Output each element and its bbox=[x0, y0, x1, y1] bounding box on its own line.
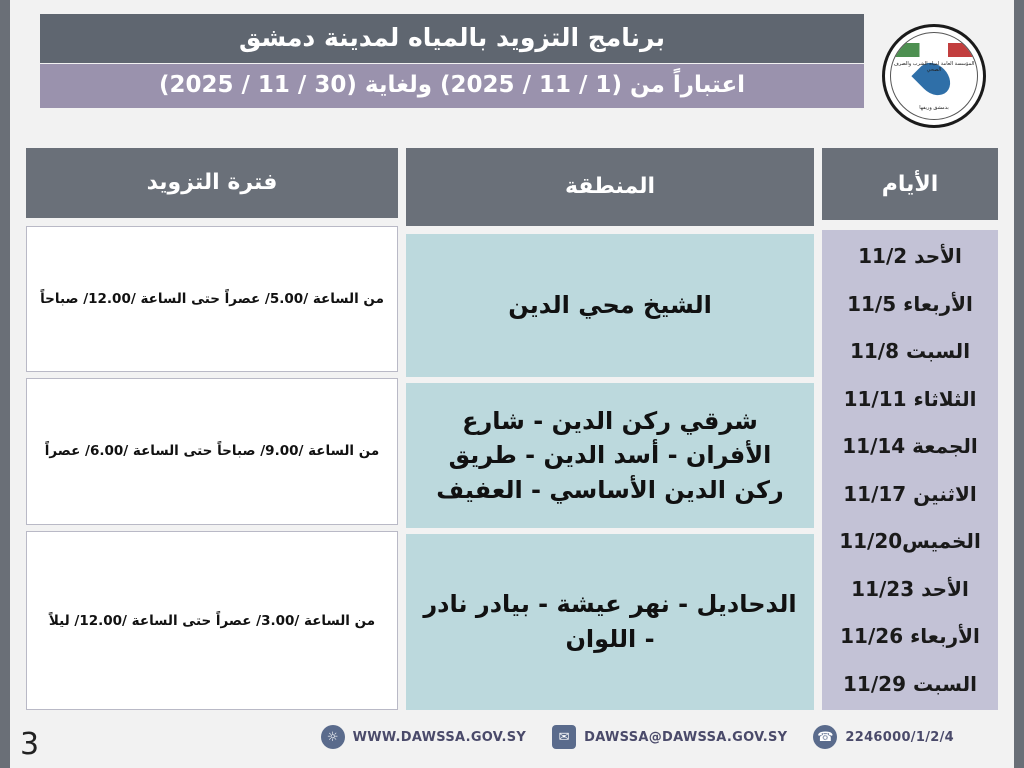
phone-icon: ☎ bbox=[813, 725, 837, 749]
column-period bbox=[26, 148, 398, 710]
footer-phone-text: 2246000/1/2/4 bbox=[845, 729, 954, 745]
logo-ring bbox=[890, 32, 978, 120]
table-row: الدحاديل - نهر عيشة - بيادر نادر - اللوان bbox=[406, 534, 814, 710]
footer-email-text: DAWSSA@DAWSSA.GOV.SY bbox=[584, 729, 788, 745]
page-subtitle: اعتباراً من (1 / 11 / 2025) ولغاية (30 / 11 / 2025) bbox=[40, 64, 864, 108]
page-title: برنامج التزويد بالمياه لمدينة دمشق bbox=[40, 14, 864, 63]
slide-footer bbox=[26, 716, 998, 758]
list-item: الأربعاء 11/5 bbox=[847, 291, 973, 316]
list-item: الأربعاء 11/26 bbox=[840, 624, 980, 649]
footer-website-text: WWW.DAWSSA.GOV.SY bbox=[352, 729, 527, 745]
footer-contacts bbox=[321, 725, 998, 749]
table-row: من الساعة /3.00/ عصراً حتى الساعة /12.00/ ليلاً bbox=[26, 531, 398, 710]
slide-header bbox=[10, 0, 1014, 130]
table-row: الشيخ محي الدين bbox=[406, 234, 814, 377]
list-item: السبت 11/29 bbox=[843, 671, 977, 696]
column-days bbox=[822, 148, 998, 710]
logo-bottom-text: بدمشق وريفها bbox=[919, 105, 949, 111]
list-item: الثلاثاء 11/11 bbox=[843, 386, 977, 411]
days-list bbox=[822, 230, 998, 710]
table-row: من الساعة /5.00/ عصراً حتى الساعة /12.00/ صباحاً bbox=[26, 226, 398, 372]
table-row: من الساعة /9.00/ صباحاً حتى الساعة /6.00/ عصراً bbox=[26, 378, 398, 526]
mail-icon: ✉ bbox=[552, 725, 576, 749]
footer-phone[interactable] bbox=[813, 725, 954, 749]
globe-icon: ☼ bbox=[321, 725, 345, 749]
list-item: الجمعة 11/14 bbox=[842, 434, 978, 459]
schedule-table bbox=[26, 148, 998, 710]
list-item: الأحد 11/23 bbox=[851, 576, 969, 601]
list-item: الخميس11/20 bbox=[839, 529, 981, 554]
footer-email[interactable] bbox=[552, 725, 787, 749]
list-item: السبت 11/8 bbox=[849, 339, 971, 364]
table-row: شرقي ركن الدين - شارع الأفران - أسد الدين - طريق ركن الدين الأساسي - العفيف bbox=[406, 383, 814, 528]
header-days: الأيام bbox=[822, 148, 998, 220]
dawssa-logo bbox=[882, 24, 986, 128]
column-area bbox=[406, 148, 814, 710]
header-period: فترة التزويد bbox=[26, 148, 398, 218]
page-number: 3 bbox=[20, 727, 40, 762]
list-item: الاثنين 11/17 bbox=[843, 481, 977, 506]
logo-flag-band bbox=[891, 43, 977, 57]
footer-website[interactable] bbox=[321, 725, 526, 749]
list-item: الأحد 11/2 bbox=[858, 244, 962, 268]
logo-top-text: المؤسسة العامة لمياه الشرب والصرف الصحي bbox=[893, 61, 975, 73]
header-area: المنطقة bbox=[406, 148, 814, 226]
